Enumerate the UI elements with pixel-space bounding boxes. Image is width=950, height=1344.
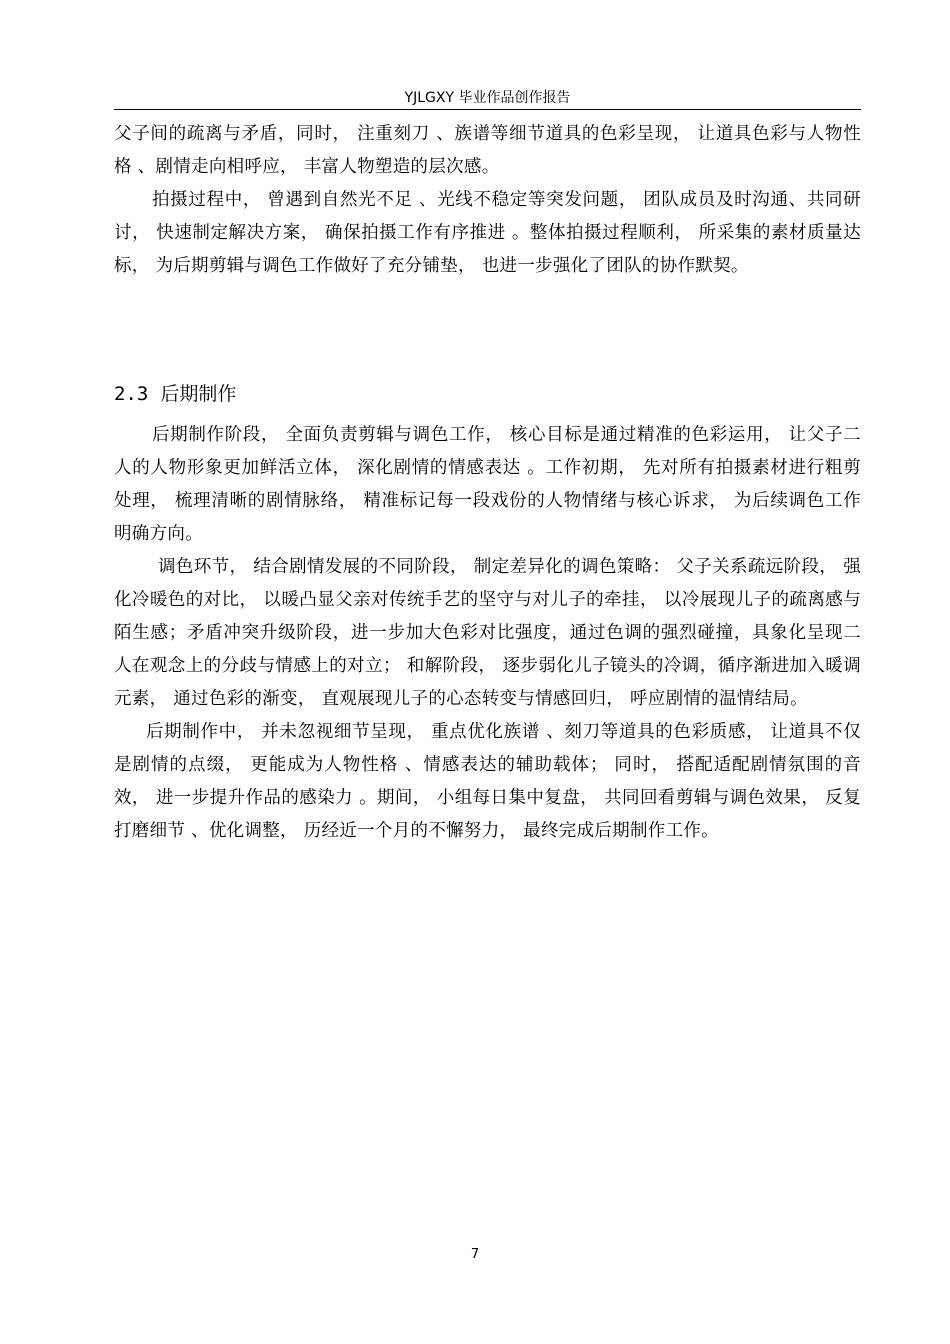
- paragraph: 后期制作阶段， 全面负责剪辑与调色工作， 核心目标是通过精准的色彩运用， 让父子二人的人物形象更加鲜活立体， 深化剧情的情感表达 。工作初期， 先对所有拍摄素材进行粗剪处理， 梳理清晰的剧情脉络， 精准标记每一段戏份的人物情绪与核心诉求， 为后续调色工作明确方向。: [114, 425, 861, 544]
- page-header: YJLGXY 毕业作品创作报告: [404, 90, 571, 106]
- section-number: 2.3: [114, 383, 149, 405]
- continuation-text: [114, 118, 861, 283]
- page-number: 7: [470, 1247, 480, 1262]
- section-heading: [114, 380, 236, 408]
- section-title: 后期制作: [160, 383, 237, 405]
- paragraph: 调色环节， 结合剧情发展的不同阶段， 制定差异化的调色策略： 父子关系疏远阶段， 强化冷暖色的对比， 以暖凸显父亲对传统手艺的坚守与对儿子的牵挂， 以冷展现儿子的疏离感与陌生感；矛盾冲突升级阶段，进一步加大色彩对比强度，通过色调的强烈碰撞，具象化呈现二人在观念上的分歧与情感上的对立； 和解阶段， 逐步弱化儿子镜头的冷调，循序渐进加入暖调元素， 通过色彩的渐变， 直观展现儿子的心态转变与情感回归， 呼应剧情的温情结局。: [114, 557, 861, 709]
- section-body: [114, 419, 861, 848]
- paragraph: 后期制作中， 并未忽视细节呈现， 重点优化族谱 、刻刀等道具的色彩质感， 让道具不仅是剧情的点缀， 更能成为人物性格 、情感表达的辅助载体； 同时， 搭配适配剧情氛围的音效， 进一步提升作品的感染力 。期间， 小组每日集中复盘， 共同回看剪辑与调色效果， 反复打磨细节 、优化调整， 历经近一个月的不懈努力， 最终完成后期制作工作。: [114, 722, 861, 841]
- paragraph: 父子间的疏离与矛盾，同时， 注重刻刀 、族谱等细节道具的色彩呈现， 让道具色彩与人物性格 、剧情走向相呼应， 丰富人物塑造的层次感。: [114, 124, 861, 177]
- header-rule: [114, 109, 861, 110]
- paragraph: 拍摄过程中， 曾遇到自然光不足 、光线不稳定等突发问题， 团队成员及时沟通、共同研讨， 快速制定解决方案， 确保拍摄工作有序推进 。整体拍摄过程顺利， 所采集的素材质量达标， 为后期剪辑与调色工作做好了充分铺垫， 也进一步强化了团队的协作默契。: [114, 190, 861, 276]
